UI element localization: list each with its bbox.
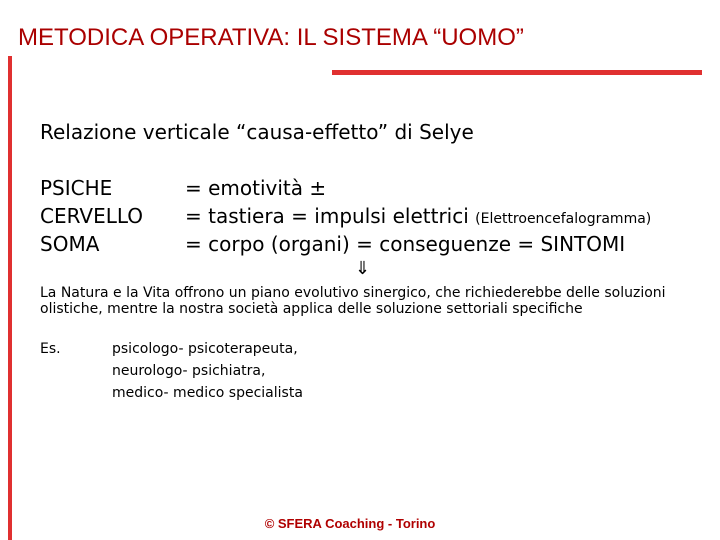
footer-credit: © SFERA Coaching - Torino — [264, 516, 436, 531]
subtitle: Relazione verticale “causa-effetto” di Selye — [40, 120, 474, 144]
definition-note: (Elettroencefalogramma) — [475, 211, 652, 227]
definition-term: PSICHE — [40, 176, 113, 200]
example-label: Es. — [40, 341, 61, 357]
example-item: psicologo- psicoterapeuta, — [112, 341, 298, 357]
definition-term: SOMA — [40, 232, 100, 256]
definition-term: CERVELLO — [40, 204, 144, 228]
down-arrow-icon: ⇓ — [355, 258, 371, 279]
example-item: neurologo- psichiatra, — [112, 363, 266, 379]
page-title: METODICA OPERATIVA: IL SISTEMA “UOMO” — [18, 24, 524, 51]
example-item: medico- medico specialista — [112, 385, 303, 401]
left-accent-bar — [8, 56, 12, 540]
definition-desc: = corpo (organi) = conseguenze = SINTOMI — [185, 232, 626, 256]
title-underline-rule — [332, 70, 702, 75]
definition-desc: = tastiera = impulsi elettrici (Elettroencefalogramma) — [185, 204, 652, 228]
definition-desc: = emotività ± — [185, 176, 327, 200]
body-paragraph: La Natura e la Vita offrono un piano evolutivo sinergico, che richiederebbe delle soluzioni olistiche, mentre la nostra società applica delle soluzione settoriali specifiche — [40, 285, 666, 317]
